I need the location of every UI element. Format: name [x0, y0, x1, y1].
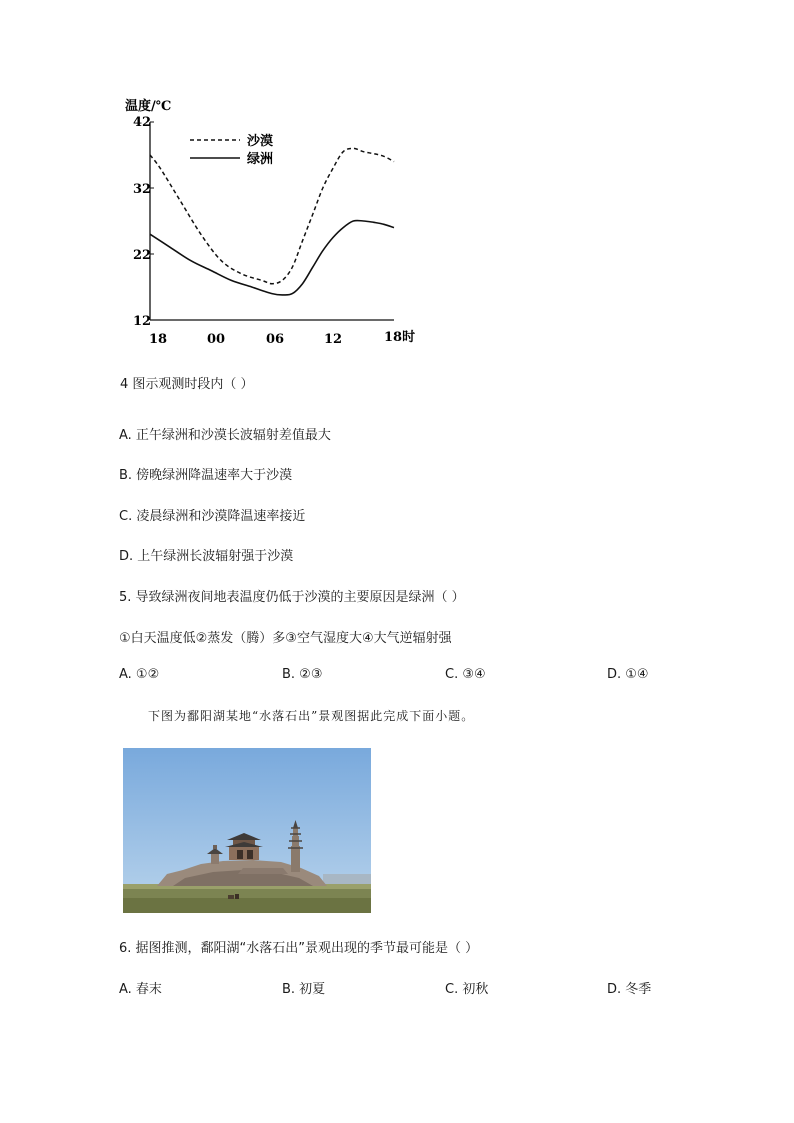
series-line-desert	[150, 148, 394, 283]
x-tick-label: 06	[266, 332, 285, 347]
question-4-stem: 4 图示观测时段内（ ）	[120, 377, 254, 392]
y-tick-label: 32	[133, 182, 152, 197]
passage-intro: 下图为鄱阳湖某地“水落石出”景观图据此完成下面小题。	[148, 709, 475, 723]
question-5-option-c: C. ③④	[445, 667, 486, 682]
y-tick-label: 22	[133, 248, 152, 263]
chart-legend	[190, 133, 273, 167]
question-5-option-d: D. ①④	[607, 667, 649, 682]
y-tick-label: 12	[133, 314, 152, 329]
question-4-option-c: C. 凌晨绿洲和沙漠降温速率接近	[119, 509, 306, 524]
legend-label-oasis: 绿洲	[247, 152, 274, 167]
y-tick-label: 42	[133, 115, 152, 130]
x-tick-label: 18时	[384, 330, 416, 345]
question-6-option-a: A. 春末	[119, 982, 162, 997]
question-5-stem: 5. 导致绿洲夜间地表温度仍低于沙漠的主要原因是绿洲（ ）	[119, 590, 465, 605]
question-6-option-b: B. 初夏	[282, 982, 326, 997]
legend-label-desert: 沙漠	[247, 134, 274, 149]
x-tick-label: 12	[324, 332, 343, 347]
x-tick-label: 18	[149, 332, 168, 347]
question-6-option-d: D. 冬季	[607, 982, 652, 997]
x-tick-label: 00	[207, 332, 226, 347]
question-5-option-b: B. ②③	[282, 667, 323, 682]
question-4-option-d: D. 上午绿洲长波辐射强于沙漠	[119, 549, 294, 564]
question-6-option-c: C. 初秋	[445, 982, 489, 997]
question-4-option-b: B. 傍晚绿洲降温速率大于沙漠	[119, 468, 293, 483]
temperature-chart	[0, 0, 794, 360]
question-5-option-a: A. ①②	[119, 667, 160, 682]
question-4-option-a: A. 正午绿洲和沙漠长波辐射差值最大	[119, 428, 331, 443]
y-axis-label: 温度/℃	[125, 99, 172, 114]
question-6-stem: 6. 据图推测，鄱阳湖“水落石出”景观出现的季节最可能是（ ）	[119, 941, 479, 956]
lake-rock-photo	[123, 748, 371, 913]
question-5-items: ①白天温度低②蒸发（腾）多③空气湿度大④大气逆辐射强	[119, 631, 452, 646]
